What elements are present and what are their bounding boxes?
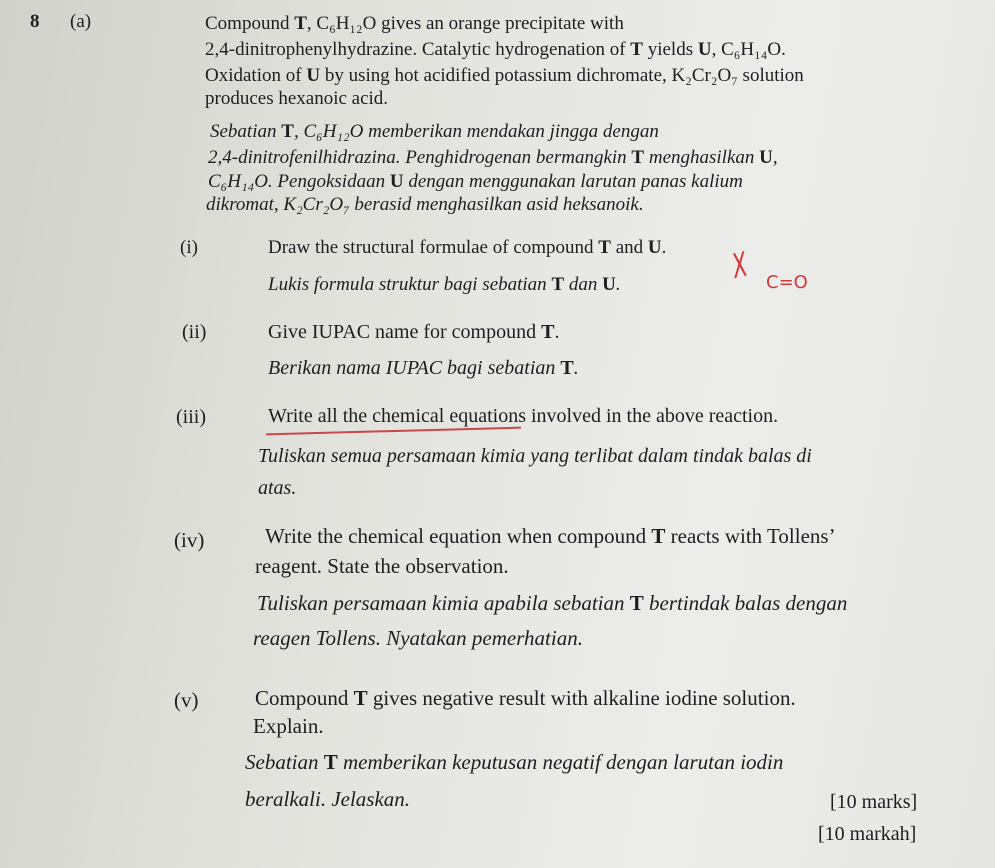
compound-letter: U [759,147,773,168]
text-line: produces hexanoic acid. [205,88,389,109]
handwritten-note: C=O [766,272,808,293]
compound-letter: T [294,13,307,34]
subquestion-label: (iv) [174,528,205,552]
compound-letter: T [281,121,294,142]
subquestion-label: (v) [174,688,199,712]
text-line: atas. [258,477,297,499]
text-line: Berikan nama IUPAC bagi sebatian T. [268,357,579,379]
text-line: C₆H₁₄O. Pengoksidaan U dengan menggunakan larutan panas kalium [208,171,743,192]
text-line: Sebatian T, C₆H₁₂O memberikan mendakan jingga dengan [210,121,659,142]
text-line: reagen Tollens. Nyatakan pemerhatian. [253,626,583,650]
text-line: Explain. [253,714,324,738]
text-line: beralkali. Jelaskan. [245,787,411,811]
text-line: Oxidation of U by using hot acidified potassium dichromate, K₂Cr₂O₇ solution [205,65,804,86]
question-number: 8 [30,11,40,32]
text-line: Draw the structural formulae of compound T and U. [268,237,667,258]
part-label: (a) [70,11,92,32]
compound-letter: T [598,237,611,258]
text-line: 2,4-dinitrofenilhidrazina. Penghidrogenan bermangkin T menghasilkan U, [208,147,778,168]
compound-letter: T [560,357,574,379]
text-line: Compound T, C₆H₁₂O gives an orange precipitate with [205,13,624,34]
text-line: Tuliskan persamaan kimia apabila sebatian T bertindak balas dengan [257,591,848,615]
marks-english: [10 marks] [830,791,918,813]
text-line: Lukis formula struktur bagi sebatian T dan U. [268,274,621,295]
subquestion-label: (iii) [176,406,206,428]
text-line: Write the chemical equation when compound T reacts with Tollens’ [265,524,836,548]
text-line: reagent. State the observation. [255,554,509,578]
compound-letter: U [389,171,404,192]
handwritten-cross-mark: X [731,244,749,288]
subquestion-label: (ii) [182,321,207,343]
compound-letter: T [541,321,555,343]
compound-letter: U [602,274,616,295]
compound-letter: U [306,65,321,86]
text-line: Give IUPAC name for compound T. [268,321,560,343]
compound-letter: T [629,591,644,615]
marks-malay: [10 markah] [818,823,917,845]
compound-letter: T [551,274,565,295]
text-line: 2,4-dinitrophenylhydrazine. Catalytic hydrogenation of T yields U, C₆H₁₄O. [205,39,786,60]
compound-letter: U [697,39,712,60]
text-line: Write all the chemical equations involved in the above reaction. [268,405,779,427]
compound-letter: T [353,686,368,710]
subquestion-label: (i) [180,237,198,258]
compound-letter: T [651,524,666,548]
text-line: Tuliskan semua persamaan kimia yang terlibat dalam tindak balas di [258,445,812,467]
text-line: Sebatian T memberikan keputusan negatif dengan larutan iodin [245,750,784,774]
text-line: Compound T gives negative result with alkaline iodine solution. [255,686,796,710]
compound-letter: T [630,39,643,60]
compound-letter: U [647,237,662,258]
compound-letter: T [631,147,645,168]
handwritten-underline [266,427,521,436]
text-line: dikromat, K₂Cr₂O₇ berasid menghasilkan asid heksanoik. [206,194,644,215]
compound-letter: T [323,750,338,774]
